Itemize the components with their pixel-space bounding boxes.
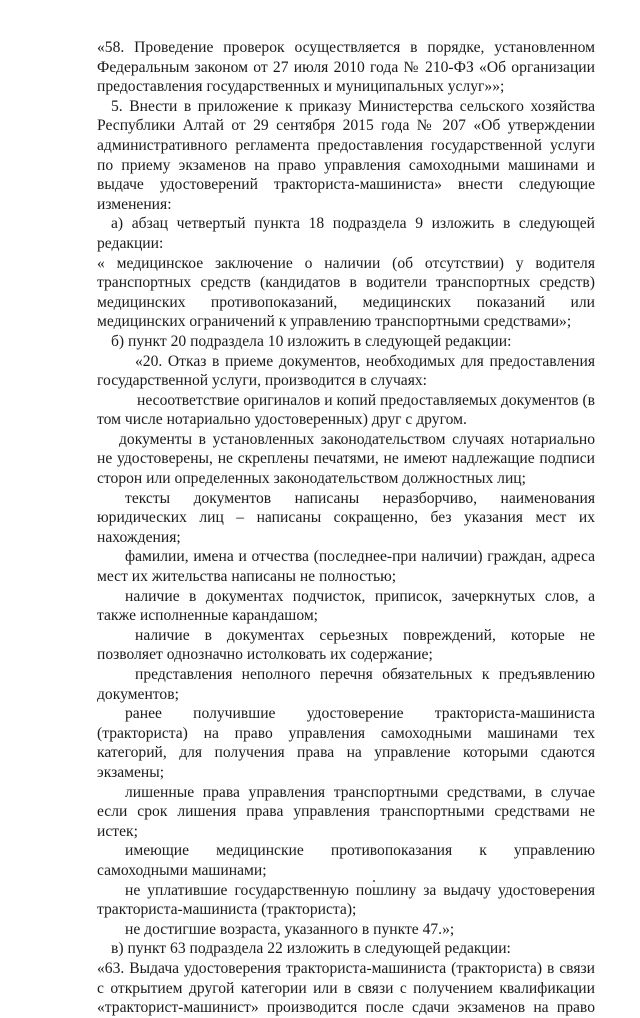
paragraph-names-incomplete: фамилии, имена и отчества (последнее-при наличии) граждан, адреса мест их жительства написаны не полностью; bbox=[97, 548, 595, 586]
document-body bbox=[97, 38, 595, 1018]
paragraph-medical-certificate: « медицинское заключение о наличии (об отсутствии) у водителя транспортных средств (кандидатов в водители транспортных средств) медицинских противопоказаний, медицинских показаний или медицинских ограничений к управлению транспортными средствами»; bbox=[97, 254, 595, 331]
paragraph-incomplete-list: представления неполного перечня обязательных к предъявлению документов; bbox=[97, 666, 595, 703]
paragraph-erasures: наличие в документах подчисток, приписок, зачеркнутых слов, а также исполненные карандашом; bbox=[97, 587, 595, 625]
paragraph-item-a: а) абзац четвертый пункта 18 подраздела 9 изложить в следующей редакции: bbox=[97, 215, 595, 252]
paragraph-deprived-rights: лишенные права управления транспортными средствами, в случае если срок лишения права управления транспортными средствами не истек; bbox=[97, 783, 595, 840]
paragraph-not-notarized: документы в установленных законодательством случаях нотариально не удостоверены, не скреплены печатями, не имеют надлежащие подписи сторон или определенных законодательством должностных лиц; bbox=[97, 430, 595, 488]
paragraph-item-b: б) пункт 20 подраздела 10 изложить в следующей редакции: bbox=[111, 332, 512, 350]
paragraph-item-5: 5. Внести в приложение к приказу Министерства сельского хозяйства Республики Алтай от 29 сентября 2015 года № 207 «Об утверждении административного регламента предоставления государственной услуги по приему экзаменов на право управления самоходными машинами и выдаче удостоверений тракториста-машиниста» внести следующие изменения: bbox=[97, 97, 595, 213]
paragraph-item-v: в) пункт 63 подраздела 22 изложить в следующей редакции: bbox=[111, 940, 511, 958]
paragraph-unpaid-fee: не уплатившие государственную пошлину за выдачу удостоверения тракториста-машиниста (тракториста); bbox=[97, 881, 595, 919]
scan-speck bbox=[373, 880, 375, 882]
paragraph-20-refusal: «20. Отказ в приеме документов, необходимых для предоставления государственной услуги, производится в случаях: bbox=[97, 352, 595, 390]
paragraph-damage: наличие в документах серьезных повреждений, которые не позволяет однозначно истолковать их содержание; bbox=[97, 626, 595, 664]
paragraph-already-licensed: ранее получившие удостоверение тракториста-машиниста (тракториста) на право управления самоходными машинами тех категорий, для получения права на управление которыми сдаются экзамены; bbox=[97, 705, 595, 781]
paragraph-underage: не достигшие возраста, указанного в пункте 47.»; bbox=[125, 920, 455, 938]
paragraph-63-issuance: «63. Выдача удостоверения тракториста-машиниста (тракториста) в связи с открытием другой категории или в связи с получением квалификации «тракторист-машинист» производится после сдачи экзаменов на право bbox=[97, 959, 595, 1017]
paragraph-mismatch: несоответствие оригиналов и копий предоставляемых документов (в том числе нотариально удостоверенных) друг с другом. bbox=[97, 391, 595, 429]
paragraph-58: «58. Проведение проверок осуществляется в порядке, установленном Федеральным законом от 27 июля 2010 года № 210-ФЗ «Об организации предоставления государственных и муниципальных услуг»»; bbox=[97, 39, 595, 96]
paragraph-contraindications: имеющие медицинские противопоказания к управлению самоходными машинами; bbox=[97, 842, 595, 879]
paragraph-illegible: тексты документов написаны неразборчиво, наименования юридических лиц – написаны сокращенно, без указания мест их нахождения; bbox=[97, 489, 595, 546]
